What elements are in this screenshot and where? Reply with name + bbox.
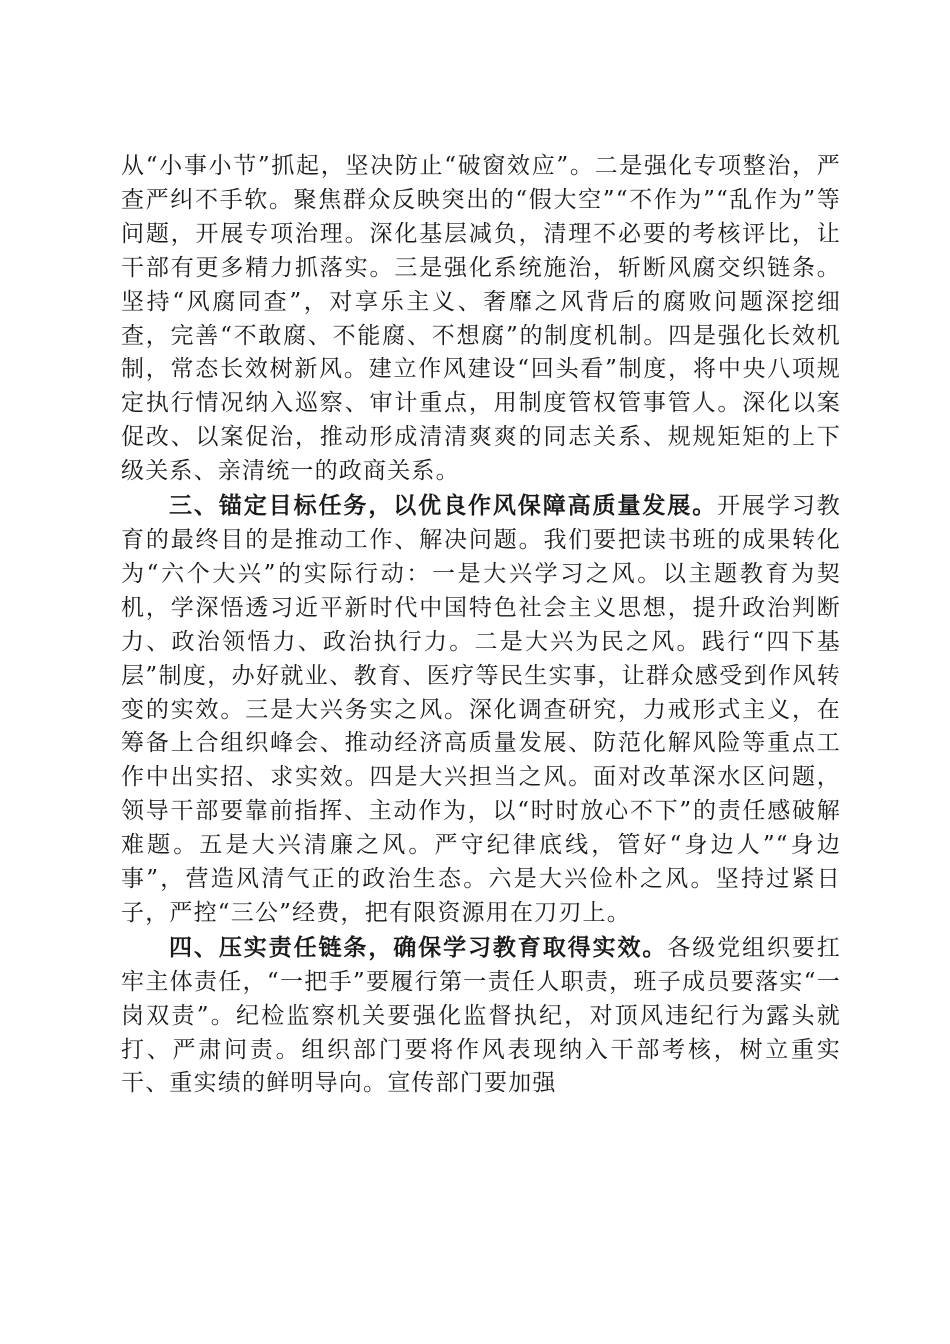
section-heading: 三、锚定目标任务，以优良作风保障高质量发展。: [169, 492, 718, 520]
paragraph-text: 从“小事小节”抓起，坚决防止“破窗效应”。二是强化专项整治，严查严纠不手软。聚焦群众反映突出的“假大空”“不作为”“乱作为”等问题，开展专项治理。深化基层减负，清理不必要的考核评比，让干部有更多精力抓落实。三是强化系统施治，斩断风腐交织链条。坚持“风腐同查”，对享乐主义、奢靡之风背后的腐败问题深挖细查，完善“不敢腐、不能腐、不想腐”的制度机制。四是强化长效机制，常态长效树新风。建立作风建设“回头看”制度，将中央八项规定执行情况纳入巡察、审计重点，用制度管权管事管人。深化以案促改、以案促治，推动形成清清爽爽的同志关系、规规矩矩的上下级关系、亲清统一的政商关系。: [121, 153, 841, 485]
paragraph-section-three: [121, 489, 841, 931]
paragraph-text: 开展学习教育的最终目的是推动工作、解决问题。我们要把读书班的成果转化为“六个大兴”的实际行动：一是大兴学习之风。以主题教育为契机，学深悟透习近平新时代中国特色社会主义思想，提升政治判断力、政治领悟力、政治执行力。二是大兴为民之风。践行“四下基层”制度，办好就业、教育、医疗等民生实事，让群众感受到作风转变的实效。三是大兴务实之风。深化调查研究，力戒形式主义，在筹备上合组织峰会、推动经济高质量发展、防范化解风险等重点工作中出实招、求实效。四是大兴担当之风。面对改革深水区问题，领导干部要靠前指挥、主动作为，以“时时放心不下”的责任感破解难题。五是大兴清廉之风。严守纪律底线，管好“身边人”“身边事”，营造风清气正的政治生态。六是大兴俭朴之风。坚持过紧日子，严控“三公”经费，把有限资源用在刀刃上。: [121, 493, 842, 926]
section-heading: 四、压实责任链条，确保学习教育取得实效。: [169, 933, 668, 961]
paragraph-continued: [121, 150, 841, 489]
document-page: [121, 150, 841, 1101]
paragraph-section-four: [121, 931, 841, 1102]
paragraph-text: 各级党组织要扛牢主体责任，“一把手”要履行第一责任人职责，班子成员要落实“一岗双责”。纪检监察机关要强化监督执纪，对顶风违纪行为露头就打、严肃问责。组织部门要将作风表现纳入干部考核，树立重实干、重实绩的鲜明导向。宣传部门要加强: [121, 934, 842, 1097]
